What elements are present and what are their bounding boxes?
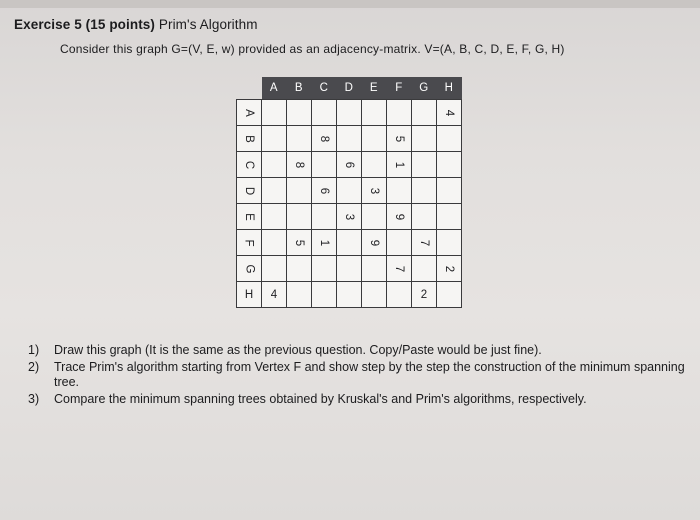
matrix-cell: 6 xyxy=(337,152,362,178)
question-list xyxy=(28,343,694,409)
matrix-header-row xyxy=(237,77,462,100)
matrix-row xyxy=(237,230,462,256)
matrix-row xyxy=(237,178,462,204)
matrix-cell xyxy=(312,282,337,308)
matrix-cell: 1 xyxy=(387,152,412,178)
matrix-cell xyxy=(337,100,362,126)
column-header: F xyxy=(387,77,412,100)
matrix-cell xyxy=(312,100,337,126)
matrix-cell xyxy=(337,178,362,204)
column-header: A xyxy=(262,77,287,100)
matrix-cell: 2 xyxy=(437,256,462,282)
matrix-cell: 9 xyxy=(387,204,412,230)
matrix-cell xyxy=(412,256,437,282)
matrix-cell xyxy=(262,126,287,152)
matrix-cell: 3 xyxy=(337,204,362,230)
matrix-cell xyxy=(312,256,337,282)
matrix-cell xyxy=(287,100,312,126)
row-header: H xyxy=(237,282,262,308)
matrix-row xyxy=(237,126,462,152)
matrix-cell xyxy=(262,204,287,230)
matrix-cell xyxy=(437,178,462,204)
matrix-cell xyxy=(412,204,437,230)
matrix-cell xyxy=(437,230,462,256)
matrix-cell xyxy=(287,126,312,152)
matrix-cell: 7 xyxy=(387,256,412,282)
column-header: B xyxy=(287,77,312,100)
matrix-cell: 7 xyxy=(412,230,437,256)
matrix-cell xyxy=(362,152,387,178)
exercise-intro: Consider this graph G=(V, E, w) provided as an adjacency-matrix. V=(A, B, C, D, E, F, G, H) xyxy=(60,42,565,56)
matrix-cell xyxy=(437,204,462,230)
question-item xyxy=(28,392,694,407)
matrix-row xyxy=(237,204,462,230)
question-text: Compare the minimum spanning trees obtained by Kruskal's and Prim's algorithms, respectively. xyxy=(54,392,587,406)
matrix-cell: 4 xyxy=(437,100,462,126)
matrix-cell xyxy=(337,230,362,256)
matrix-cell xyxy=(337,282,362,308)
question-number: 2) xyxy=(28,360,40,374)
matrix-cell: 2 xyxy=(412,282,437,308)
matrix-cell xyxy=(287,204,312,230)
matrix-cell: 6 xyxy=(312,178,337,204)
matrix-cell: 5 xyxy=(287,230,312,256)
matrix-row xyxy=(237,256,462,282)
matrix-cell xyxy=(362,126,387,152)
column-header: C xyxy=(312,77,337,100)
column-header: D xyxy=(337,77,362,100)
matrix-cell: 5 xyxy=(387,126,412,152)
question-item xyxy=(28,343,694,358)
exercise-title xyxy=(14,17,258,32)
matrix-row xyxy=(237,100,462,126)
row-header: F xyxy=(237,230,262,256)
row-header: A xyxy=(237,100,262,126)
row-header: E xyxy=(237,204,262,230)
matrix-cell xyxy=(437,126,462,152)
matrix-cell: 8 xyxy=(287,152,312,178)
adjacency-matrix xyxy=(236,77,462,308)
exercise-heading-bold: Exercise 5 (15 points) xyxy=(14,17,156,32)
matrix-cell: 1 xyxy=(312,230,337,256)
matrix-cell: 4 xyxy=(262,282,287,308)
matrix-cell xyxy=(437,282,462,308)
matrix-row xyxy=(237,152,462,178)
question-number: 1) xyxy=(28,343,40,357)
matrix-cell xyxy=(262,256,287,282)
matrix-cell xyxy=(387,178,412,204)
question-item xyxy=(28,360,694,390)
matrix-cell xyxy=(362,256,387,282)
row-header: C xyxy=(237,152,262,178)
column-header: H xyxy=(437,77,462,100)
matrix-corner xyxy=(237,77,262,100)
matrix-cell xyxy=(262,178,287,204)
matrix-cell xyxy=(387,282,412,308)
row-header: G xyxy=(237,256,262,282)
matrix-cell xyxy=(312,204,337,230)
matrix-cell xyxy=(387,100,412,126)
matrix-cell xyxy=(362,282,387,308)
matrix-cell xyxy=(412,126,437,152)
exercise-heading-rest: Prim's Algorithm xyxy=(155,17,258,32)
matrix-cell xyxy=(337,256,362,282)
question-number: 3) xyxy=(28,392,40,406)
row-header: B xyxy=(237,126,262,152)
row-header: D xyxy=(237,178,262,204)
matrix-cell xyxy=(437,152,462,178)
matrix-cell xyxy=(412,178,437,204)
matrix-cell xyxy=(362,100,387,126)
matrix-cell: 9 xyxy=(362,230,387,256)
matrix-cell xyxy=(287,178,312,204)
top-edge xyxy=(0,0,700,8)
matrix-cell xyxy=(262,100,287,126)
matrix-cell: 3 xyxy=(362,178,387,204)
column-header: G xyxy=(412,77,437,100)
matrix-cell xyxy=(387,230,412,256)
matrix-cell xyxy=(262,152,287,178)
matrix-cell xyxy=(337,126,362,152)
question-text: Trace Prim's algorithm starting from Vertex F and show step by the step the construction of the minimum spanning tree. xyxy=(54,360,685,389)
matrix-row xyxy=(237,282,462,308)
matrix-cell: 8 xyxy=(312,126,337,152)
matrix-cell xyxy=(362,204,387,230)
matrix-cell xyxy=(287,256,312,282)
matrix-cell xyxy=(262,230,287,256)
matrix-cell xyxy=(412,100,437,126)
question-text: Draw this graph (It is the same as the previous question. Copy/Paste would be just fine). xyxy=(54,343,542,357)
matrix-cell xyxy=(412,152,437,178)
matrix-cell xyxy=(287,282,312,308)
column-header: E xyxy=(362,77,387,100)
matrix-cell xyxy=(312,152,337,178)
